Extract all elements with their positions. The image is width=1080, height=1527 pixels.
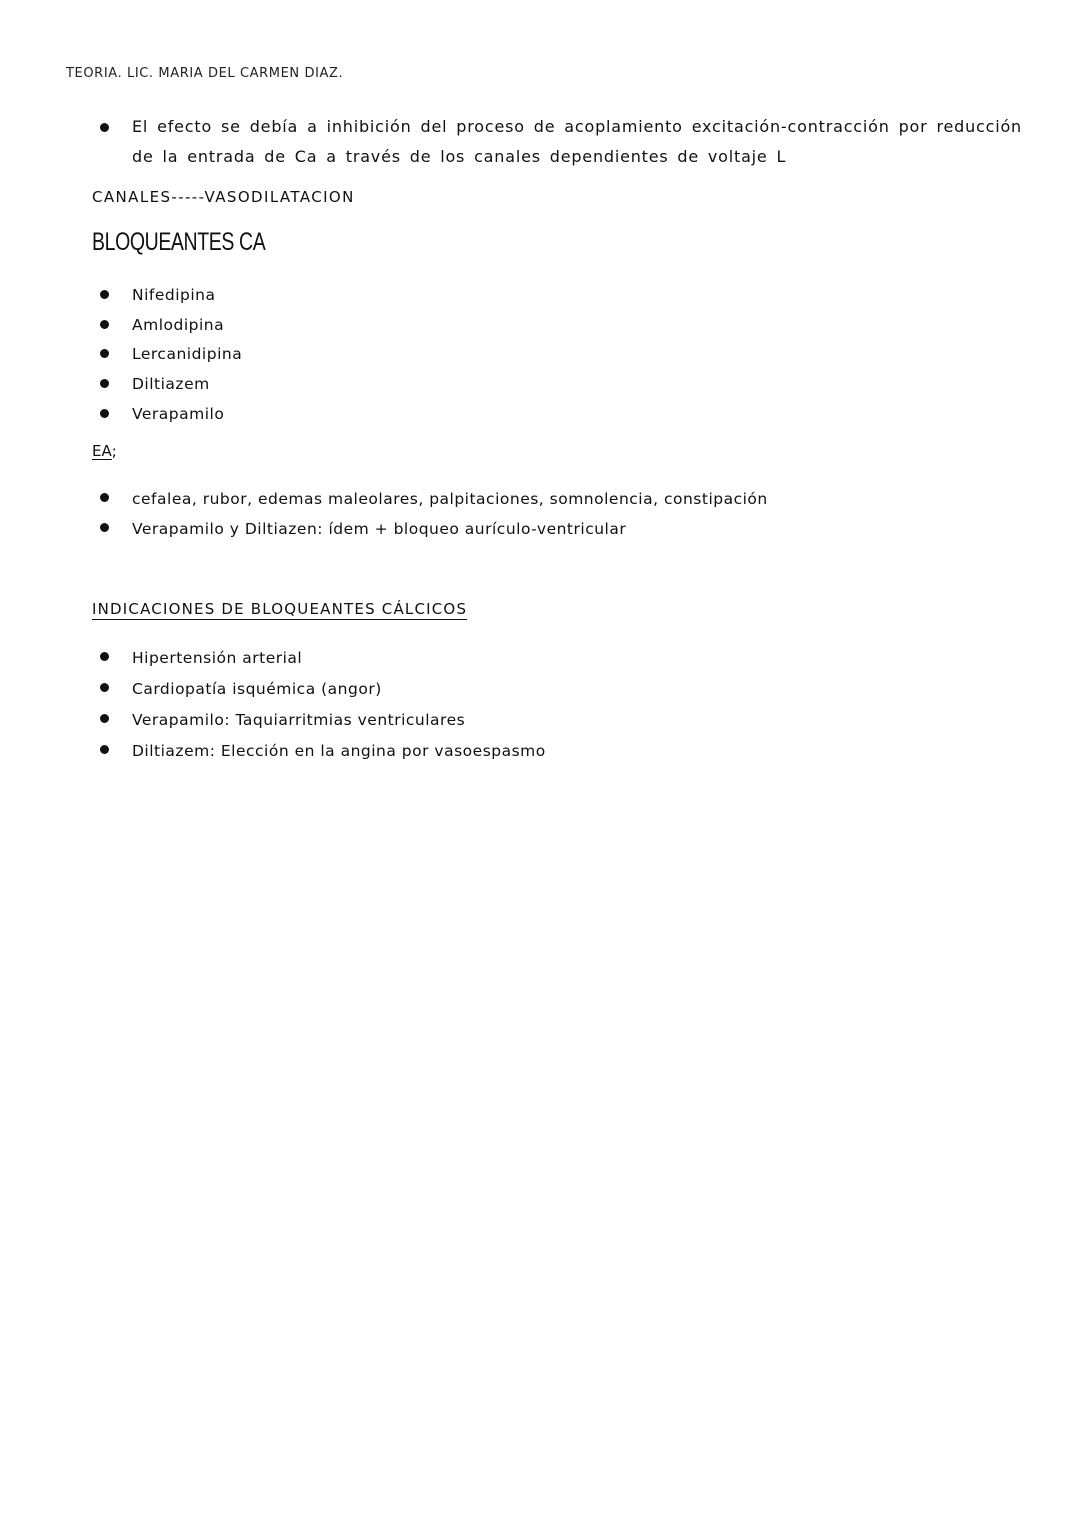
bloqueantes-ca-title: BLOQUEANTES CA (92, 228, 266, 256)
adverse-effects-label (92, 442, 117, 460)
adverse-effect-item: cefalea, rubor, edemas maleolares, palpitaciones, somnolencia, constipación (92, 484, 768, 514)
indicacion-item: Diltiazem: Elección en la angina por vasoespasmo (92, 736, 546, 767)
adverse-effects-label-text: EA (92, 442, 112, 460)
drug-item: Diltiazem (92, 370, 242, 400)
canales-vasodilatacion-line: CANALES-----VASODILATACION (92, 188, 355, 206)
drug-item: Nifedipina (92, 281, 242, 311)
indicacion-item: Hipertensión arterial (92, 643, 546, 674)
drug-item: Lercanidipina (92, 340, 242, 370)
adverse-effect-item: Verapamilo y Diltiazen: ídem + bloqueo aurículo-ventricular (92, 514, 768, 544)
drug-item: Verapamilo (92, 400, 242, 430)
page-header: TEORIA. LIC. MARIA DEL CARMEN DIAZ. (66, 66, 344, 81)
indicacion-item: Verapamilo: Taquiarritmias ventriculares (92, 705, 546, 736)
indicacion-item: Cardiopatía isquémica (angor) (92, 674, 546, 705)
adverse-effects-label-suffix: ; (111, 442, 117, 460)
indicaciones-title: INDICACIONES DE BLOQUEANTES CÁLCICOS (92, 600, 468, 618)
drug-item: Amlodipina (92, 311, 242, 341)
indicaciones-list (92, 643, 546, 767)
intro-bullet-item: El efecto se debía a inhibición del proceso de acoplamiento excitación-contracción por reducción de la entrada de Ca a través de los canales dependientes de voltaje L (92, 112, 1022, 172)
intro-bullet-list (92, 112, 1022, 172)
adverse-effects-list (92, 484, 768, 544)
drug-list (92, 281, 242, 430)
